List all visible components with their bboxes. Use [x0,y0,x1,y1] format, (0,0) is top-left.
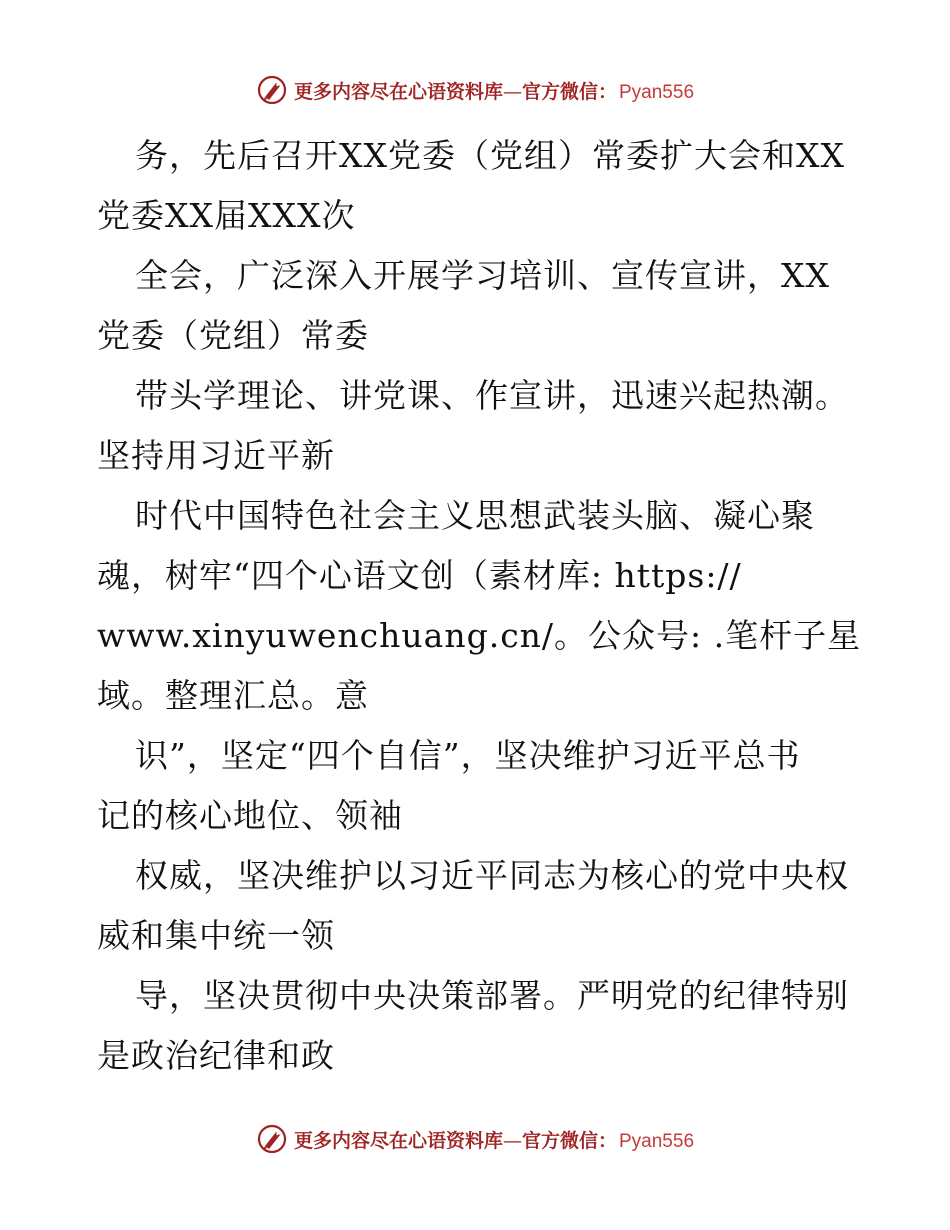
text-line: 威和集中统一领 [97,916,335,955]
document-body [97,126,862,1086]
banner-main-text: 更多内容尽在心语资料库 [293,1129,503,1152]
text-line: 识”，坚定“四个自信”，坚决维护习近平总书 [135,736,801,775]
text-line: 务，先后召开XX党委（党组）常委扩大会和XX [135,136,845,175]
banner-dash: — [502,80,522,103]
banner-wechat-id: Pyan556 [619,1130,695,1152]
pen-nib-logo-icon [256,1123,288,1155]
text-line: 是政治纪律和政 [97,1036,335,1075]
text-line: 记的核心地位、领袖 [97,796,403,835]
banner-main-text: 更多内容尽在心语资料库 [293,80,503,103]
text-line: 权威，坚决维护以习近平同志为核心的党中央权 [135,856,849,895]
pen-nib-logo-icon [256,74,288,106]
header-banner [0,72,950,108]
footer-banner [0,1121,950,1157]
banner-wechat-id: Pyan556 [619,81,695,103]
text-line: 党委XX届XXX次 [97,196,356,235]
banner-text [294,1126,694,1153]
banner-text [294,77,694,104]
banner-official-label: 官方微信： [521,1129,617,1152]
text-line: 坚持用习近平新 [97,436,335,475]
text-line: 党委（党组）常委 [97,316,369,355]
text-line: 带头学理论、讲党课、作宣讲，迅速兴起热潮。 [135,376,849,415]
banner-official-label: 官方微信： [521,80,617,103]
text-line: 全会，广泛深入开展学习培训、宣传宣讲，XX [135,256,830,295]
text-line: 域。整理汇总。意 [97,676,369,715]
banner-dash: — [502,1129,522,1152]
text-line: 时代中国特色社会主义思想武装头脑、凝心聚 [135,496,815,535]
text-line: www.xinyuwenchuang.cn/。公众号: .笔杆子星 [97,616,862,655]
text-line: 导，坚决贯彻中央决策部署。严明党的纪律特别 [135,976,849,1015]
text-line: 魂，树牢“四个心语文创（素材库: https:// [97,556,742,595]
